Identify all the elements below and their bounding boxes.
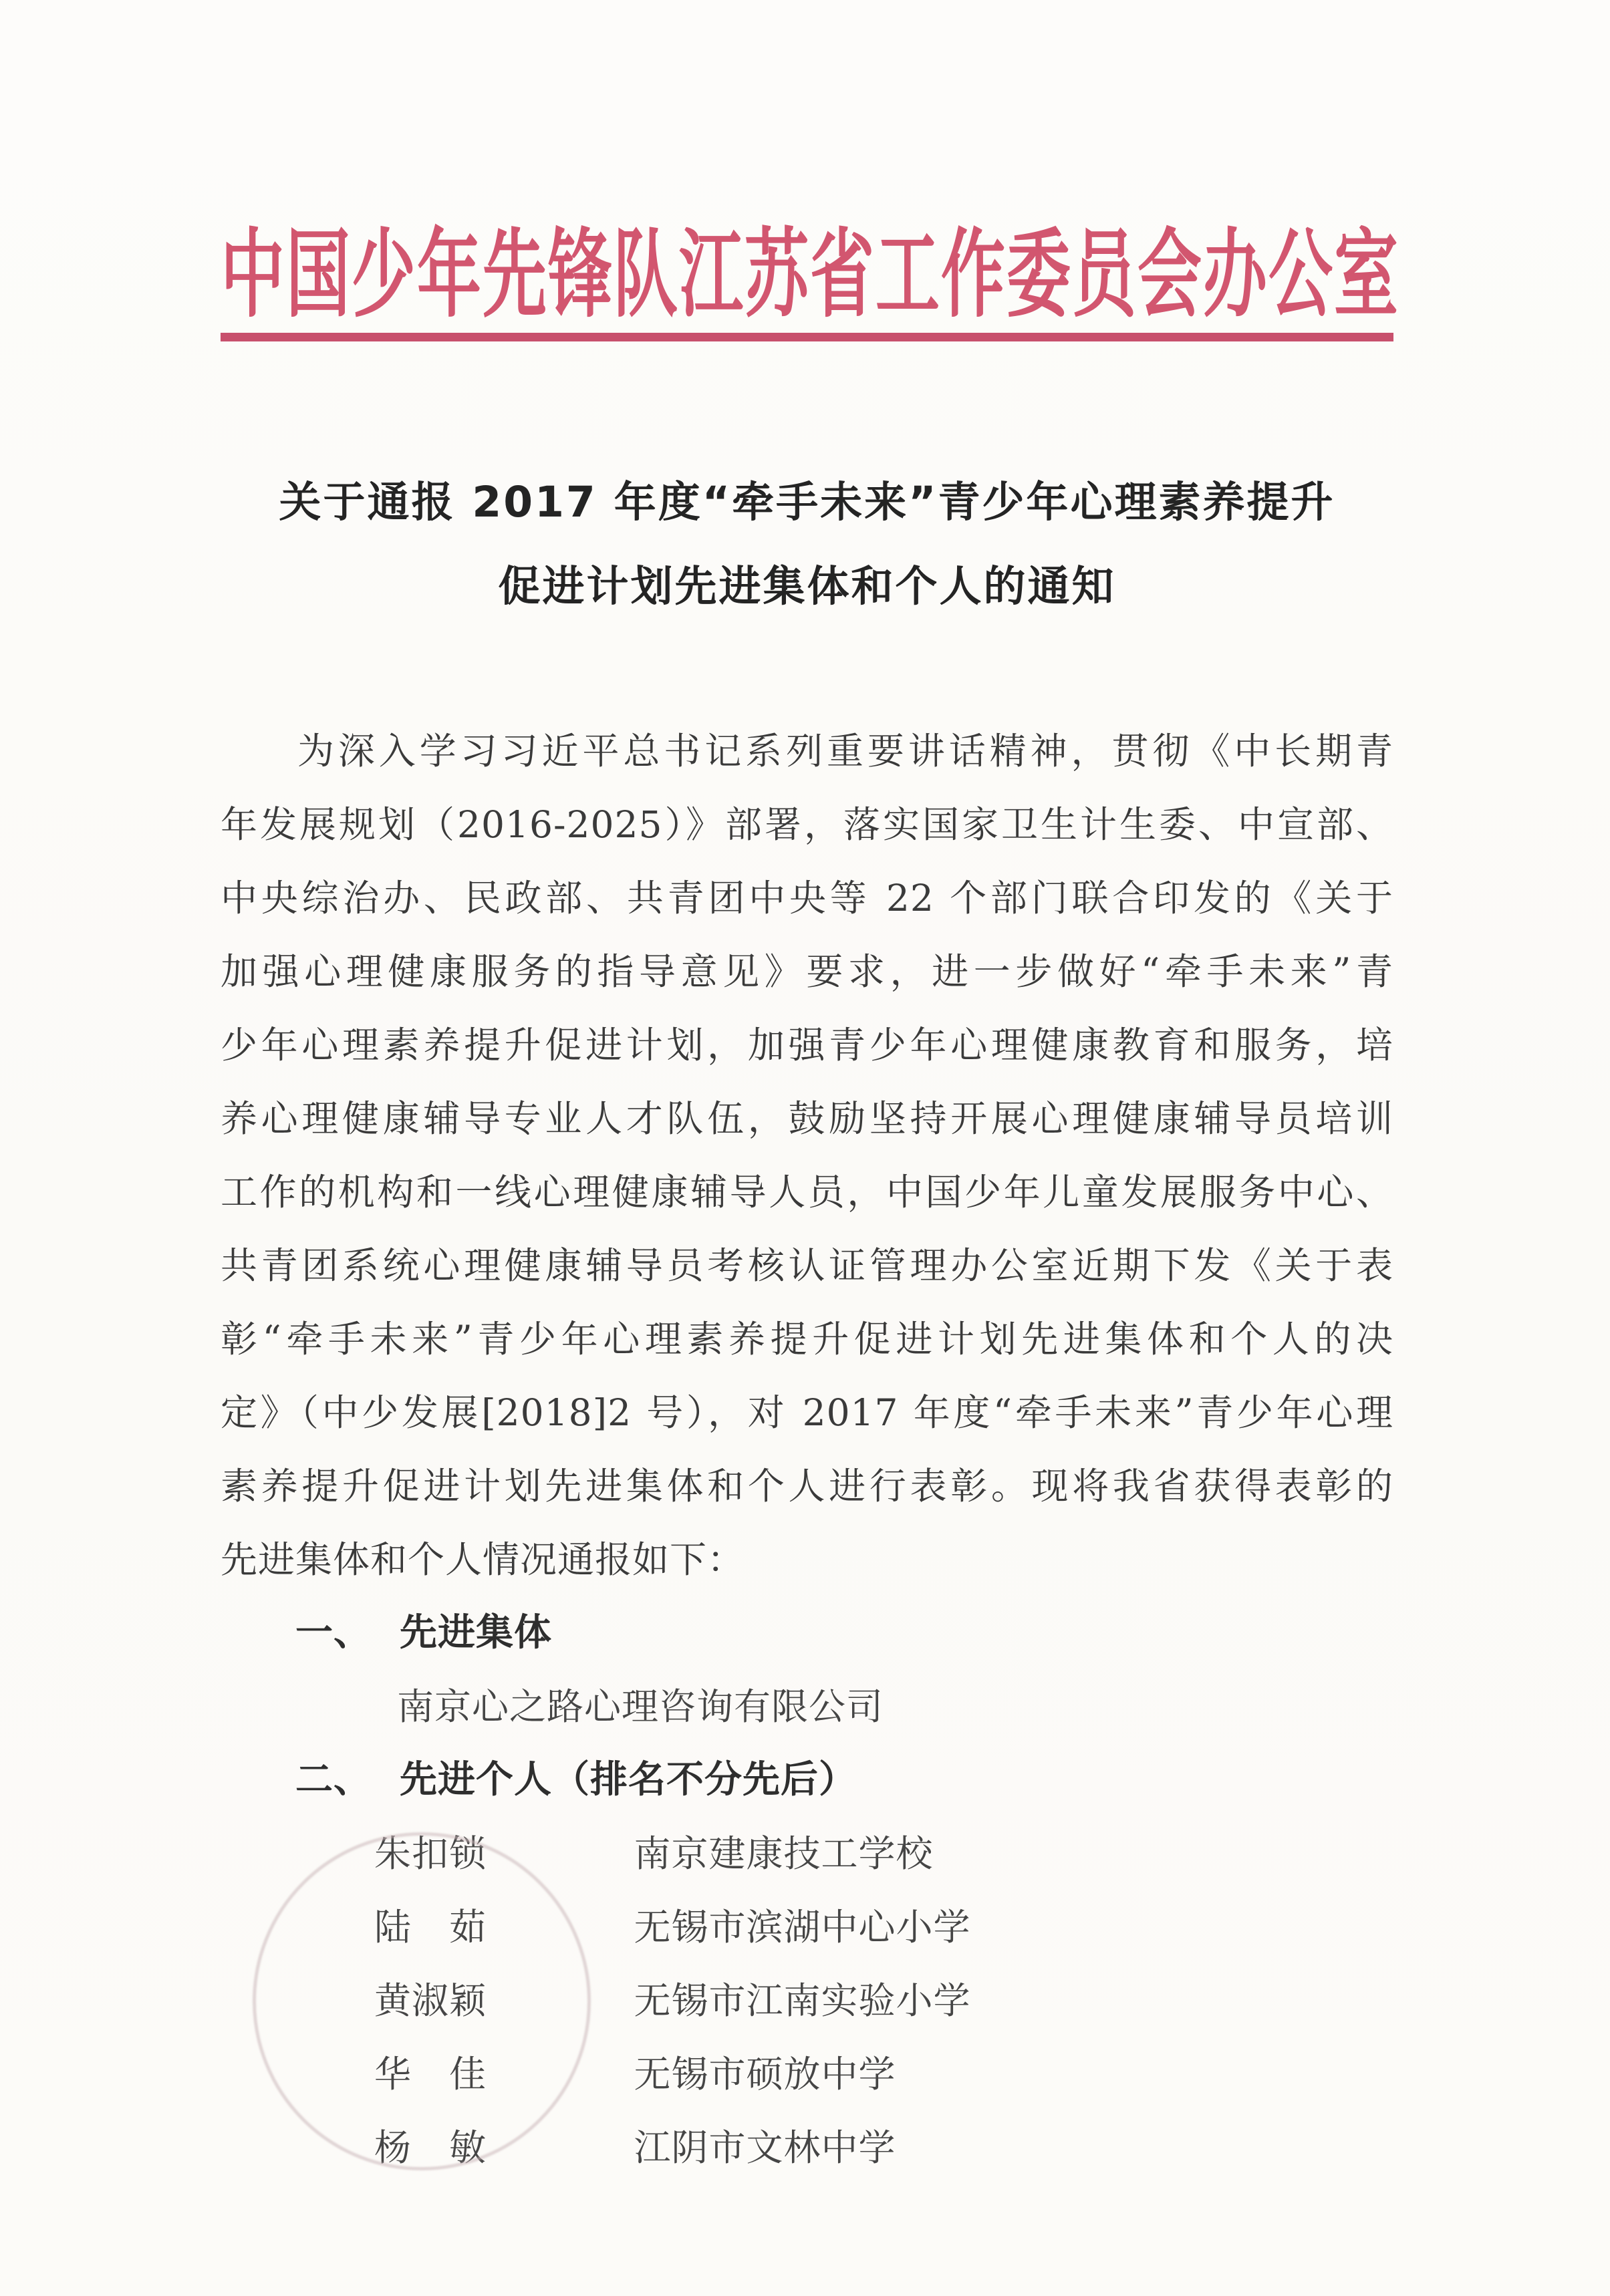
body-line: 共青团系统心理健康辅导员考核认证管理办公室近期下发《关于表	[221, 1244, 1393, 1287]
body-line: 中央综治办、民政部、共青团中央等 22 个部门联合印发的《关于	[221, 877, 1393, 919]
awardee-row	[221, 2037, 1393, 2111]
section-one-label: 先进集体	[400, 1611, 552, 1655]
awardee-school: 无锡市滨湖中心小学	[634, 1906, 971, 1949]
letterhead-title: 中国少年先锋队江苏省工作委员会办公室	[221, 217, 1399, 331]
section-one-marker: 一、	[295, 1611, 372, 1655]
body-line: 彰“牵手未来”青少年心理素养提升促进计划先进集体和个人的决	[221, 1318, 1393, 1360]
awardee-row	[221, 1890, 1393, 1964]
awardee-school: 江阴市文林中学	[634, 2126, 896, 2169]
document-title	[221, 460, 1393, 629]
section-collective-heading	[221, 1596, 1393, 1670]
section-two-label: 先进个人（排名不分先后）	[400, 1758, 857, 1802]
letterhead	[221, 217, 1399, 341]
body-line: 少年心理素养提升促进计划，加强青少年心理健康教育和服务，培	[221, 1024, 1393, 1066]
body-line: 先进集体和个人情况通报如下：	[221, 1538, 745, 1581]
body-line: 养心理健康辅导专业人才队伍，鼓励坚持开展心理健康辅导员培训	[221, 1097, 1393, 1140]
document-body	[221, 714, 1393, 2184]
body-line: 年发展规划（2016-2025）》部署，落实国家卫生计生委、中宣部、	[221, 803, 1393, 846]
body-line: 定》（中少发展[2018]2 号），对 2017 年度“牵手未来”青少年心理	[221, 1391, 1393, 1434]
body-line: 素养提升促进计划先进集体和个人进行表彰。现将我省获得表彰的	[221, 1465, 1393, 1508]
document-title-line-2: 促进计划先进集体和个人的通知	[498, 562, 1116, 611]
awardee-school: 无锡市江南实验小学	[634, 1979, 971, 2022]
awardee-name: 杨 敏	[374, 2126, 487, 2169]
awardee-row	[221, 1964, 1393, 2037]
awardee-name: 黄淑颖	[374, 1979, 487, 2022]
awardee-name: 朱扣锁	[374, 1832, 487, 1875]
awardee-school: 南京建康技工学校	[634, 1832, 934, 1875]
awardee-name: 华 佳	[374, 2053, 487, 2096]
document-title-line-1: 关于通报 2017 年度“牵手未来”青少年心理素养提升	[279, 478, 1335, 527]
body-line: 工作的机构和一线心理健康辅导人员，中国少年儿童发展服务中心、	[221, 1171, 1393, 1213]
awardee-row	[221, 2111, 1393, 2184]
awardee-name: 陆 茹	[374, 1906, 487, 1949]
collective-item: 南京心之路心理咨询有限公司	[397, 1685, 884, 1728]
awardee-school: 无锡市硕放中学	[634, 2053, 896, 2096]
body-line: 加强心理健康服务的指导意见》要求，进一步做好“牵手未来”青	[221, 950, 1393, 993]
awardee-row	[221, 1817, 1393, 1890]
body-line: 为深入学习习近平总书记系列重要讲话精神，贯彻《中长期青	[297, 730, 1393, 772]
section-individual-heading	[221, 1743, 1393, 1817]
section-two-marker: 二、	[295, 1758, 372, 1802]
